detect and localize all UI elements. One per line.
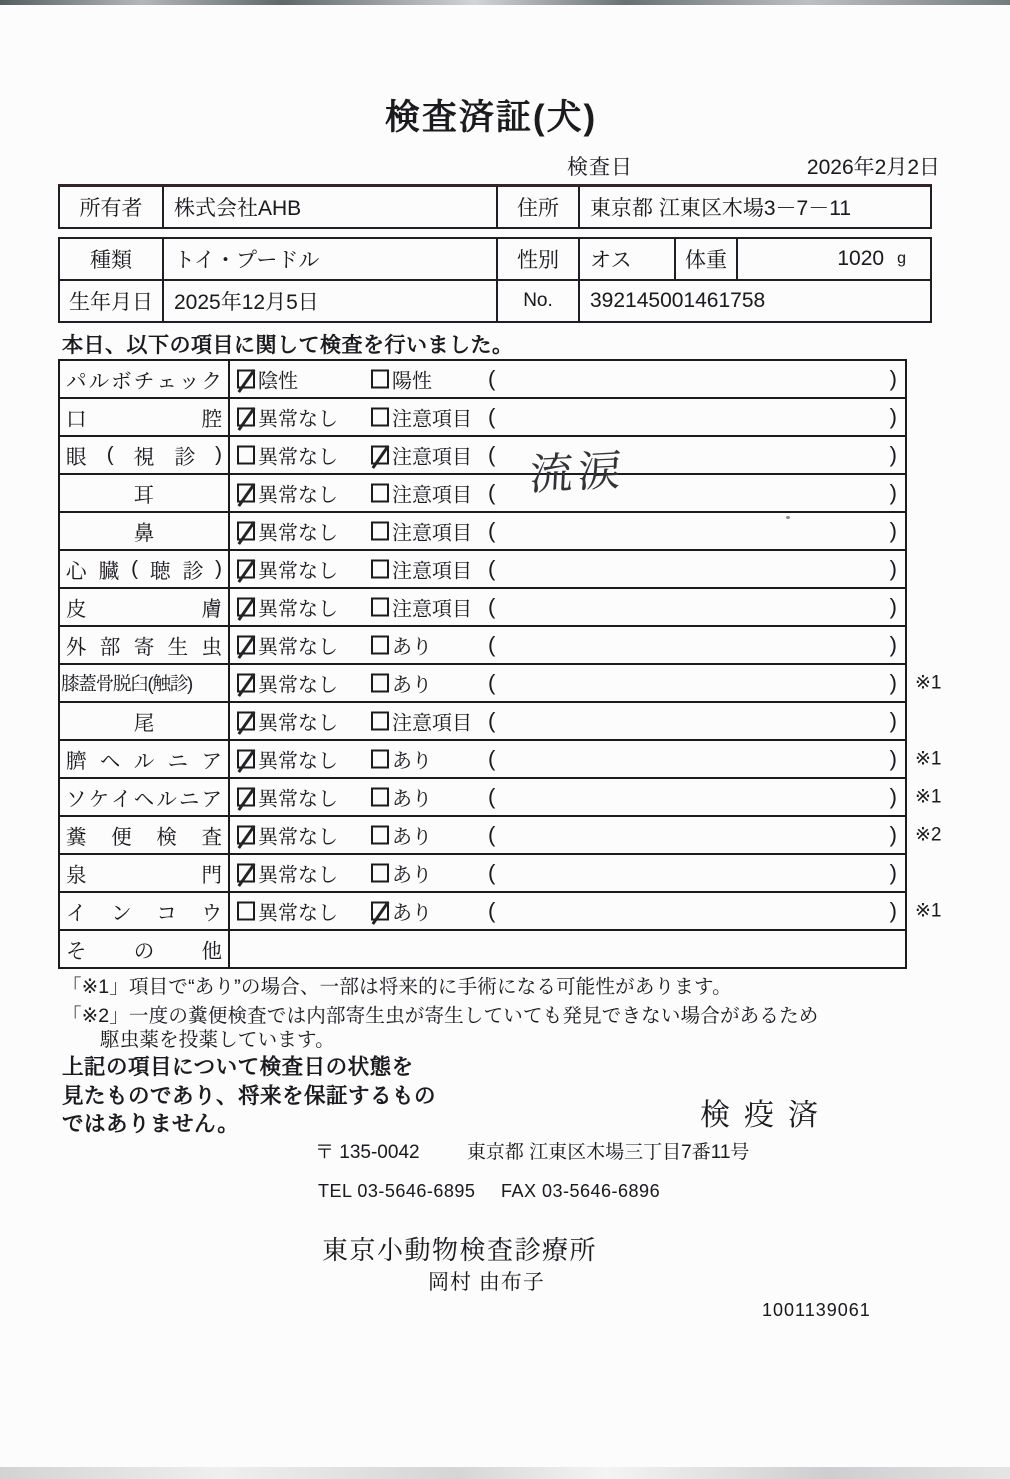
footnote-2-line2: 駆虫薬を投薬しています。 [100, 1029, 335, 1051]
option-label: 異常なし [258, 864, 338, 887]
option [237, 631, 338, 660]
paren-open: ( [488, 632, 496, 657]
footnote-ref: ※1 [915, 900, 942, 922]
checkbox-icon [371, 712, 389, 731]
checkbox-checked-icon [237, 598, 255, 617]
paren-close: ) [889, 670, 897, 695]
checkbox-icon [371, 598, 389, 617]
paren-close: ) [889, 860, 897, 885]
paren-open: ( [488, 594, 496, 619]
row-label: 耳 [60, 475, 230, 511]
paren-open: ( [488, 784, 496, 809]
weight-number: 1020 [837, 247, 885, 270]
row-label: イ ン コ ウ [60, 893, 230, 929]
option [237, 517, 338, 546]
row-label: 尾 [60, 703, 230, 739]
paren-open: ( [488, 518, 496, 543]
row-content [230, 437, 905, 500]
tel-fax-line [318, 1181, 660, 1202]
weight-label: 体重 [674, 239, 738, 279]
row-label: そ の 他 [60, 931, 230, 967]
option [371, 783, 432, 812]
paren-open: ( [488, 404, 496, 429]
option-label: 異常なし [258, 408, 338, 431]
option [371, 555, 472, 584]
row-label: 外 部 寄 生 虫 [60, 627, 230, 663]
option-label: 注意項目 [392, 560, 472, 583]
footnote-ref: ※1 [915, 672, 942, 694]
checkbox-icon [371, 370, 389, 389]
examiner-name: 岡村 由布子 [428, 1271, 545, 1294]
row-content [230, 551, 905, 587]
fax-number: FAX 03-5646-6896 [500, 1181, 661, 1201]
postal-line [315, 1137, 749, 1164]
checkbox-icon [371, 484, 389, 503]
table-row [60, 437, 905, 500]
option-label: 異常なし [258, 902, 338, 925]
option [371, 669, 432, 698]
option [371, 821, 432, 850]
clinic-name: 東京小動物検査診療所 [322, 1235, 598, 1265]
scan-artifact-top [0, 0, 1010, 5]
option-label: 注意項目 [392, 598, 472, 621]
inspection-date-value: 2026年2月2日 [806, 156, 940, 179]
checkbox-checked-icon [237, 750, 255, 769]
checkbox-icon [237, 446, 255, 465]
table-row [60, 817, 942, 855]
option [237, 783, 338, 812]
owner-value: 株式会社AHB [174, 197, 302, 220]
row-label: 鼻 [60, 513, 230, 549]
birthdate-value: 2025年12月5日 [174, 291, 319, 314]
footnote-ref: ※1 [915, 748, 942, 770]
checkbox-checked-icon [237, 522, 255, 541]
option-label: 異常なし [258, 446, 338, 469]
table-row [60, 475, 905, 513]
paren-open: ( [488, 670, 496, 695]
option-label: 陰性 [258, 370, 298, 393]
table-row [60, 627, 905, 665]
option-label: 異常なし [258, 750, 338, 773]
table-row [60, 361, 905, 399]
option [237, 403, 338, 432]
row-label: 口 腔 [60, 399, 230, 435]
serial-number: 1001139061 [762, 1300, 871, 1320]
paren-close: ) [889, 822, 897, 847]
number-value: 392145001461758 [590, 289, 766, 312]
weight-value [738, 239, 930, 279]
number-label: No. [496, 281, 580, 321]
checkbox-icon [371, 408, 389, 427]
paren-close: ) [889, 708, 897, 733]
option-label: 注意項目 [392, 484, 472, 507]
paren-close: ) [889, 480, 897, 505]
quarantine-stamp: 検疫済 [700, 1099, 832, 1132]
option-label: 注意項目 [392, 712, 472, 735]
checkbox-checked-icon [371, 902, 389, 921]
option-label: 異常なし [258, 598, 338, 621]
table-row [60, 399, 905, 437]
inspection-table [58, 359, 942, 969]
checkbox-checked-icon [237, 370, 255, 389]
sex-label: 性別 [496, 239, 580, 279]
row-content [230, 817, 905, 853]
option [237, 555, 338, 584]
option [371, 593, 472, 622]
paren-open: ( [488, 442, 496, 467]
paren-close: ) [889, 746, 897, 771]
paren-open: ( [488, 480, 496, 505]
option [237, 593, 338, 622]
checkbox-icon [371, 636, 389, 655]
row-content [230, 513, 905, 549]
option [371, 631, 432, 660]
table-row [60, 893, 942, 931]
table-row [60, 855, 905, 893]
option [371, 517, 472, 546]
row-label: 皮 膚 [60, 589, 230, 625]
row-content [230, 361, 905, 397]
option-label: あり [392, 788, 432, 811]
table-row [60, 741, 942, 779]
paren-close: ) [889, 366, 897, 391]
footnote-ref: ※1 [915, 786, 942, 808]
breed-label: 種類 [60, 239, 164, 279]
sex-value: オス [590, 249, 632, 272]
paren-close: ) [889, 632, 897, 657]
row-label: 眼 ( 視 診 ) [60, 437, 230, 473]
footnote-ref: ※2 [915, 824, 942, 846]
table-row [60, 589, 905, 627]
option [371, 745, 432, 774]
option [237, 365, 298, 394]
intro-statement: 本日、以下の項目に関して検査を行いました。 [62, 334, 514, 357]
footnote-2-line1: 「※2」一度の糞便検査では内部寄生虫が寄生していても発見できない場合があるため [62, 1005, 819, 1027]
row-label: 膝蓋骨脱臼(触診) [60, 665, 230, 701]
option [237, 821, 338, 850]
row-content [230, 855, 905, 891]
option [237, 707, 338, 736]
paren-open: ( [488, 860, 496, 885]
postal-code: 〒 135-0042 [315, 1142, 420, 1163]
checkbox-icon [237, 902, 255, 921]
checkbox-checked-icon [237, 408, 255, 427]
row-content [230, 703, 905, 739]
option-label: 異常なし [258, 674, 338, 697]
row-content [230, 399, 905, 435]
table-row [60, 665, 942, 703]
option [237, 441, 338, 470]
animal-info-table [58, 237, 932, 323]
office-address: 東京都 江東区木場三丁目7番11号 [466, 1142, 750, 1163]
option-label: 異常なし [258, 712, 338, 735]
paren-open: ( [488, 746, 496, 771]
row-content [230, 741, 905, 777]
checkbox-icon [371, 826, 389, 845]
handwritten-note: 流涙 [528, 446, 628, 500]
disclaimer-line: 上記の項目について検査日の状態を [62, 1055, 414, 1079]
option-label: 異常なし [258, 636, 338, 659]
option-label: あり [392, 674, 432, 697]
option [371, 441, 472, 470]
paren-close: ) [889, 594, 897, 619]
checkbox-checked-icon [237, 864, 255, 883]
page-title: 検査済証(犬) [384, 98, 598, 137]
option [371, 403, 472, 432]
table-row [60, 551, 905, 589]
option-label: 注意項目 [392, 408, 472, 431]
row-content [230, 627, 905, 663]
disclaimer-line: 見たものであり、将来を保証するもの [62, 1083, 437, 1108]
row-label: 泉 門 [60, 855, 230, 891]
owner-label: 所有者 [60, 187, 164, 227]
option [237, 745, 338, 774]
paren-open: ( [488, 366, 496, 391]
option-label: 異常なし [258, 484, 338, 507]
option-label: 異常なし [258, 522, 338, 545]
scan-artifact-bottom [0, 1467, 1010, 1479]
option [371, 859, 432, 888]
row-label: 心 臓 ( 聴 診 ) [60, 551, 230, 587]
row-content [230, 779, 905, 815]
checkbox-checked-icon [237, 826, 255, 845]
checkbox-checked-icon [237, 484, 255, 503]
paren-open: ( [488, 708, 496, 733]
option [237, 859, 338, 888]
row-content [230, 589, 905, 625]
paren-open: ( [488, 556, 496, 581]
paren-close: ) [889, 784, 897, 809]
paren-open: ( [488, 822, 496, 847]
row-label: 臍 ヘ ル ニ ア [60, 741, 230, 777]
option-label: あり [392, 902, 432, 925]
paren-close: ) [889, 404, 897, 429]
option [237, 669, 338, 698]
address-value: 東京都 江東区木場3－7－11 [590, 197, 851, 220]
option-label: あり [392, 750, 432, 773]
option [371, 365, 432, 394]
owner-address-table [58, 184, 932, 229]
option-label: 注意項目 [392, 522, 472, 545]
option [371, 479, 472, 508]
checkbox-checked-icon [237, 788, 255, 807]
checkbox-icon [371, 750, 389, 769]
checkbox-checked-icon [237, 636, 255, 655]
option [237, 479, 338, 508]
checkbox-icon [371, 522, 389, 541]
checkbox-icon [371, 674, 389, 693]
option-label: 異常なし [258, 560, 338, 583]
row-content [230, 665, 905, 701]
table-row [60, 931, 905, 967]
table-row [60, 513, 905, 551]
paren-open: ( [488, 898, 496, 923]
option-label: 注意項目 [392, 446, 472, 469]
checkbox-icon [371, 788, 389, 807]
paren-close: ) [889, 898, 897, 923]
option [371, 897, 432, 926]
option [371, 707, 472, 736]
checkbox-checked-icon [237, 560, 255, 579]
option-label: あり [392, 636, 432, 659]
row-content [230, 893, 905, 929]
option [237, 897, 338, 926]
row-label: 糞 便 検 査 [60, 817, 230, 853]
table-row [60, 703, 905, 741]
table-row [60, 779, 942, 817]
inspection-date-label: 検査日 [567, 156, 633, 179]
row-content [230, 931, 905, 967]
checkbox-checked-icon [371, 446, 389, 465]
checkbox-icon [371, 864, 389, 883]
footnote-1: 「※1」項目で“あり”の場合、一部は将来的に手術になる可能性があります。 [62, 976, 732, 998]
checkbox-icon [371, 560, 389, 579]
birthdate-label: 生年月日 [60, 281, 164, 321]
disclaimer [62, 1053, 436, 1139]
row-label: パ ル ボ チ ェ ッ ク [60, 361, 230, 397]
tel-number: TEL 03-5646-6895 [318, 1181, 476, 1201]
paren-close: ) [889, 442, 897, 467]
row-label: ソ ケ イ ヘ ル ニ ア [60, 779, 230, 815]
breed-value: トイ・プードル [174, 249, 320, 272]
option-label: あり [392, 826, 432, 849]
disclaimer-line: ではありません。 [62, 1112, 240, 1136]
checkbox-checked-icon [237, 674, 255, 693]
weight-unit: g [897, 250, 906, 267]
checkbox-checked-icon [237, 712, 255, 731]
paren-close: ) [889, 556, 897, 581]
address-label: 住所 [496, 187, 580, 227]
option-label: 異常なし [258, 788, 338, 811]
option-label: あり [392, 864, 432, 887]
paren-close: ) [889, 518, 897, 543]
option-label: 陽性 [392, 370, 432, 393]
option-label: 異常なし [258, 826, 338, 849]
